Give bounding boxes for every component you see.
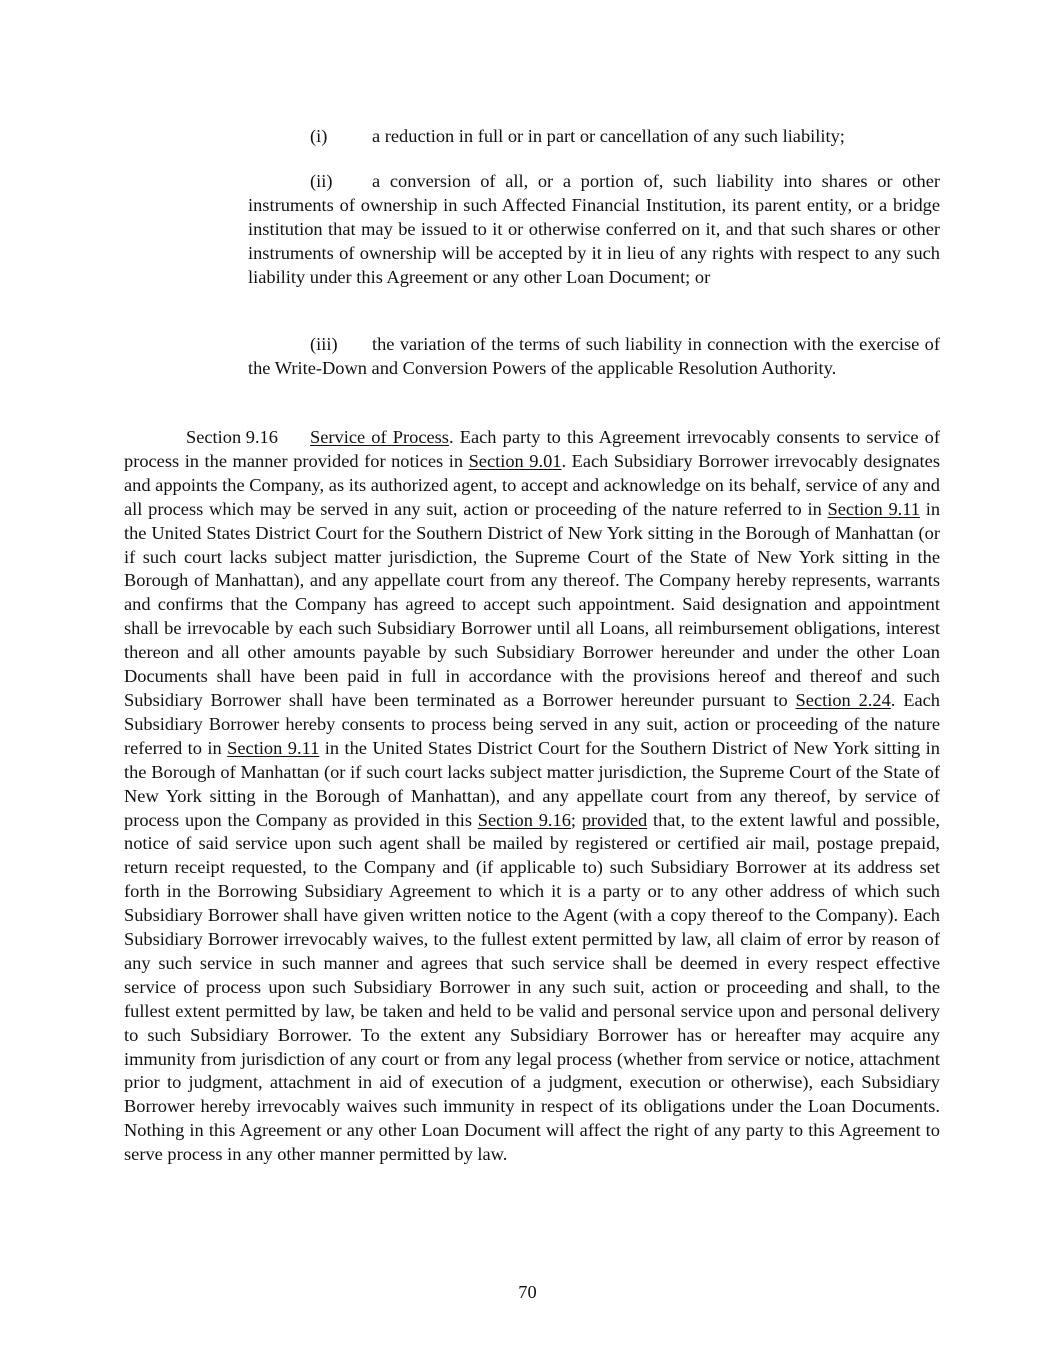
section-text: . Each Subsidiary Borrower irrevocably designates and appoints the Company, as its authorized agent, to accept and acknowledge on its behalf, service of any and all process which may be served in any suit, action or proceeding of the nature referred to in (124, 450, 940, 519)
section-number: Section 9.16 (186, 427, 278, 447)
section-title: Service of Process (310, 427, 449, 447)
clause-number: (i) (310, 126, 328, 146)
clause-i (248, 125, 940, 149)
section-text: . Each Subsidiary Borrower hereby consents to process being served in any suit, action or proceeding of the nature referred to in (124, 689, 941, 758)
section-text: that, to the extent lawful and possible, notice of said service upon such agent shall be mailed by registered or certified air mail, postage prepaid, return receipt requested, to the Company and (if applicable to) such Subsidiary Borrower at its address set forth in the Borrowing Subsidiary Agreement to which it is a party or to any other address of which such Subsidiary Borrower shall have given written notice to the Agent (with a copy thereof to the Company). Each Subsidiary Borrower irrevocably waives, to the fullest extent permitted by law, all claim of error by reason of any such service in such manner and agrees that such service shall be deemed in every respect effective service of process upon such Subsidiary Borrower in any such suit, action or proceeding and shall, to the fullest extent permitted by law, be taken and held to be valid and personal service upon and personal delivery to such Subsidiary Borrower. To the extent any Subsidiary Borrower has or hereafter may acquire any immunity from jurisdiction of any court or from any legal process (whether from service or notice, attachment prior to judgment, attachment in aid of execution of a judgment, execution or otherwise), each Subsidiary Borrower hereby irrevocably waives such immunity in respect of its obligations under the Loan Documents. Nothing in this Agreement or any other Loan Document will affect the right of any party to this Agreement to serve process in any other manner permitted by law. (124, 809, 940, 1165)
clause-number: (ii) (310, 171, 333, 191)
clause-ii (248, 170, 940, 290)
section-9-16 (124, 426, 940, 1167)
clause-text: a reduction in full or in part or cancellation of any such liability; (372, 126, 845, 146)
section-reference: Section 9.11 (227, 737, 320, 758)
clause-number: (iii) (310, 334, 338, 354)
page-number: 70 (518, 1282, 537, 1302)
section-text: ; (570, 809, 582, 830)
provided-term: provided (581, 809, 648, 830)
section-reference: Section 9.16 (477, 809, 571, 830)
section-text: . Each party to this Agreement irrevocably consents to service of process in the manner provided for notices in (124, 427, 940, 471)
clause-text: a conversion of all, or a portion of, such liability into shares or other instruments of ownership in such Affected Financial Institution, its parent entity, or a bridge institution that may be issued to it or otherwise conferred on it, and that such shares or other instruments of ownership will be accepted by it in lieu of any rights with respect to any such liability under this Agreement or any other Loan Document; or (248, 171, 940, 287)
section-reference: Section 2.24 (795, 689, 891, 710)
section-text: in the United States District Court for the Southern District of New York sitting in the Borough of Manhattan (or if such court lacks subject matter jurisdiction, the Supreme Court of the State of New York sitting in the Borough of Manhattan), and any appellate court from any thereof, by service of process upon the Company as provided in this (124, 737, 940, 830)
section-reference: Section 9.01 (468, 450, 562, 471)
section-text: in the United States District Court for the Southern District of New York sitting in the Borough of Manhattan (or if such court lacks subject matter jurisdiction, the Supreme Court of the State of New York sitting in the Borough of Manhattan), and any appellate court from any thereof. The Company hereby represents, warrants and confirms that the Company has agreed to accept such appointment. Said designation and appointment shall be irrevocable by each such Subsidiary Borrower until all Loans, all reimbursement obligations, interest thereon and all other amounts payable by such Subsidiary Borrower hereunder and under the other Loan Documents shall have been paid in full in accordance with the provisions hereof and thereof and such Subsidiary Borrower shall have been terminated as a Borrower hereunder pursuant to (124, 498, 941, 710)
section-reference: Section 9.11 (827, 498, 920, 519)
clause-iii (248, 333, 940, 381)
clause-text: the variation of the terms of such liability in connection with the exercise of the Write-Down and Conversion Powers of the applicable Resolution Authority. (248, 334, 940, 378)
